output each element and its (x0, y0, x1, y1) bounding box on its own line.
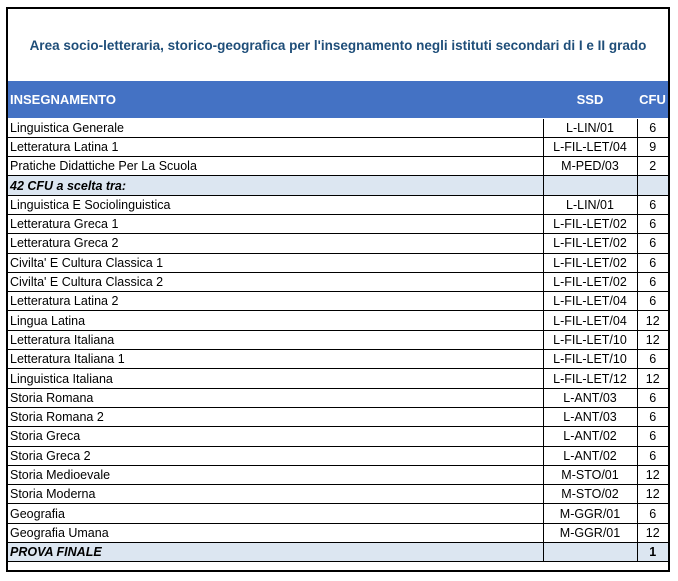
table-row (8, 330, 668, 349)
cfu-cell: 6 (637, 214, 668, 233)
cfu-cell: 12 (637, 485, 668, 504)
cfu-cell: 12 (637, 369, 668, 388)
cfu-cell: 6 (637, 504, 668, 523)
cfu-cell: 12 (637, 330, 668, 349)
ssd-cell: L-ANT/03 (543, 388, 637, 407)
cfu-cell: 6 (637, 446, 668, 465)
course-name-cell: Letteratura Latina 2 (8, 292, 543, 311)
cfu-cell: 6 (637, 272, 668, 291)
ssd-cell: L-FIL-LET/04 (543, 311, 637, 330)
ssd-cell: L-ANT/03 (543, 407, 637, 426)
header-ssd: SSD (543, 81, 637, 118)
ssd-cell: L-ANT/02 (543, 427, 637, 446)
course-name-cell: Storia Romana (8, 388, 543, 407)
ssd-cell: L-LIN/01 (543, 118, 637, 137)
course-name-cell: PROVA FINALE (8, 543, 543, 562)
course-name-cell: Letteratura Latina 1 (8, 137, 543, 156)
course-name-cell: Geografia Umana (8, 523, 543, 542)
cfu-cell: 6 (637, 407, 668, 426)
course-name-cell: Storia Greca (8, 427, 543, 446)
ssd-cell: M-GGR/01 (543, 523, 637, 542)
course-name-cell: Letteratura Greca 2 (8, 234, 543, 253)
course-name-cell: Storia Greca 2 (8, 446, 543, 465)
cfu-cell: 6 (637, 253, 668, 272)
table-row (8, 465, 668, 484)
ssd-cell: L-FIL-LET/04 (543, 292, 637, 311)
table-body (8, 118, 668, 562)
ssd-cell: L-FIL-LET/12 (543, 369, 637, 388)
cfu-cell: 1 (637, 543, 668, 562)
course-name-cell: Civilta' E Cultura Classica 1 (8, 253, 543, 272)
table-row (8, 350, 668, 369)
course-name-cell: Geografia (8, 504, 543, 523)
ssd-cell: L-LIN/01 (543, 195, 637, 214)
cfu-cell: 6 (637, 427, 668, 446)
table-row (8, 118, 668, 137)
final-row (8, 543, 668, 562)
page-title: Area socio-letteraria, storico-geografica per l'insegnamento negli istituti secondari di I e II grado (29, 37, 647, 53)
ssd-cell: M-STO/01 (543, 465, 637, 484)
cfu-cell: 6 (637, 234, 668, 253)
table-row (8, 369, 668, 388)
table-row (8, 523, 668, 542)
course-name-cell: Letteratura Italiana (8, 330, 543, 349)
ssd-cell: L-FIL-LET/10 (543, 330, 637, 349)
table-row (8, 214, 668, 233)
table-row (8, 157, 668, 176)
ssd-cell: M-STO/02 (543, 485, 637, 504)
header-insegnamento: INSEGNAMENTO (8, 81, 543, 118)
ssd-cell (543, 543, 637, 562)
table-row (8, 195, 668, 214)
course-name-cell: Linguistica Italiana (8, 369, 543, 388)
cfu-cell: 2 (637, 157, 668, 176)
ssd-cell: L-FIL-LET/02 (543, 272, 637, 291)
table-row (8, 504, 668, 523)
course-name-cell: Storia Romana 2 (8, 407, 543, 426)
course-name-cell: 42 CFU a scelta tra: (8, 176, 543, 195)
ssd-cell: L-FIL-LET/02 (543, 253, 637, 272)
table-row (8, 272, 668, 291)
ssd-cell: M-PED/03 (543, 157, 637, 176)
ssd-cell (543, 176, 637, 195)
course-name-cell: Storia Medioevale (8, 465, 543, 484)
course-name-cell: Letteratura Italiana 1 (8, 350, 543, 369)
table-row (8, 234, 668, 253)
cfu-cell: 6 (637, 388, 668, 407)
course-name-cell: Letteratura Greca 1 (8, 214, 543, 233)
table-row (8, 427, 668, 446)
table-row (8, 253, 668, 272)
cfu-cell: 9 (637, 137, 668, 156)
course-name-cell: Lingua Latina (8, 311, 543, 330)
cfu-cell: 12 (637, 523, 668, 542)
header-cfu: CFU (637, 81, 668, 118)
table-row (8, 388, 668, 407)
cfu-cell: 6 (637, 195, 668, 214)
table-header-row (8, 81, 668, 118)
course-name-cell: Linguistica Generale (8, 118, 543, 137)
cfu-cell: 12 (637, 311, 668, 330)
ssd-cell: L-FIL-LET/04 (543, 137, 637, 156)
course-name-cell: Civilta' E Cultura Classica 2 (8, 272, 543, 291)
cfu-cell: 6 (637, 118, 668, 137)
ssd-cell: L-FIL-LET/02 (543, 214, 637, 233)
table-row (8, 292, 668, 311)
cfu-cell (637, 176, 668, 195)
table-row (8, 137, 668, 156)
title-area (8, 9, 668, 81)
cfu-cell: 6 (637, 292, 668, 311)
ssd-cell: L-ANT/02 (543, 446, 637, 465)
cfu-cell: 6 (637, 350, 668, 369)
ssd-cell: L-FIL-LET/02 (543, 234, 637, 253)
section-row (8, 176, 668, 195)
course-name-cell: Linguistica E Sociolinguistica (8, 195, 543, 214)
ssd-cell: L-FIL-LET/10 (543, 350, 637, 369)
table-row (8, 311, 668, 330)
course-table (8, 81, 668, 562)
table-row (8, 407, 668, 426)
table-row (8, 485, 668, 504)
course-name-cell: Storia Moderna (8, 485, 543, 504)
course-name-cell: Pratiche Didattiche Per La Scuola (8, 157, 543, 176)
ssd-cell: M-GGR/01 (543, 504, 637, 523)
cfu-cell: 12 (637, 465, 668, 484)
table-row (8, 446, 668, 465)
